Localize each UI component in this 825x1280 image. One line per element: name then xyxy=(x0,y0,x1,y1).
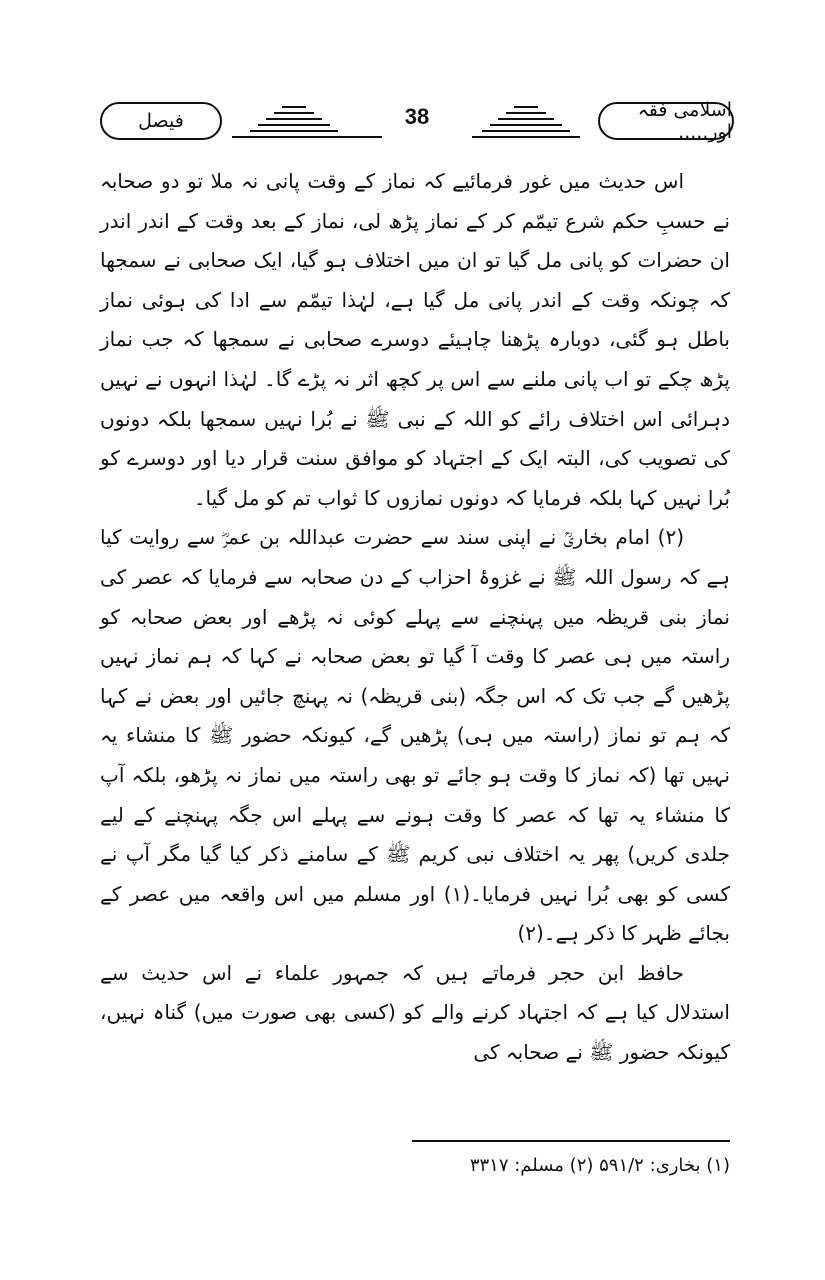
section-label: فیصل xyxy=(138,110,184,132)
paragraph-3: حافظ ابن حجر فرماتے ہیں کہ جمہور علماء نے اس حدیث سے استدلال کیا ہے کہ اجتہاد کرنے والے کو (کسی بھی صورت میں) گناہ نہیں، کیونکہ حضور ﷺ نے صحابہ کی xyxy=(100,960,730,1065)
header-ornament-right xyxy=(472,104,580,144)
page-body xyxy=(100,162,730,1073)
footnote: (۱) بخاری: ۵۹۱/۲ (۲) مسلم: ۳۳۱۷ xyxy=(469,1155,730,1176)
book-title-badge xyxy=(598,99,734,143)
footnote-divider xyxy=(412,1140,730,1142)
paragraph-2: (۲) امام بخاریؒ نے اپنی سند سے حضرت عبداللہ بن عمرؓ سے روایت کیا ہے کہ رسول اللہ ﷺ نے غزوۂ احزاب کے دن صحابہ سے فرمایا کہ عصر کی نماز بنی قریظہ میں پہنچنے سے پہلے کوئی نہ پڑھے اور بعض صحابہ کو راستہ میں ہی عصر کا وقت آ گیا تو بعض صحابہ نے کہا کہ ہم نماز نہیں پڑھیں گے جب تک کہ اس جگہ (بنی قریظہ) نہ پہنچ جائیں اور بعض نے کہا کہ ہم تو نماز (راستہ میں ہی) پڑھیں گے، کیونکہ حضور ﷺ کا منشاء یہ نہیں تھا (کہ نماز کا وقت ہو جائے تو بھی راستہ میں نماز نہ پڑھو، بلکہ آپ کا منشاء یہ تھا کہ عصر کا وقت ہونے سے پہلے اس جگہ پہنچنے کے لیے جلدی کریں) پھر یہ اختلاف نبی کریم ﷺ کے سامنے ذکر کیا گیا مگر آپ نے کسی کو بھی بُرا نہیں فرمایا۔(۱) اور مسلم میں اس واقعہ میں عصر کے بجائے ظہر کا ذکر ہے۔(۲) xyxy=(100,525,731,946)
page-number: 38 xyxy=(404,104,430,129)
book-title: اسلامی فقہ اور..... xyxy=(637,99,732,143)
page-header xyxy=(0,90,825,170)
section-label-badge xyxy=(100,102,222,140)
header-ornament-left xyxy=(232,104,382,144)
paragraph-1: اس حدیث میں غور فرمائیے کہ نماز کے وقت پانی نہ ملا تو دو صحابہ نے حسبِ حکم شرع تیمّم کر کے نماز پڑھ لی، نماز کے بعد وقت کے اندر اندر ان حضرات کو پانی مل گیا تو ان میں اختلاف ہو گیا، ایک صحابی نے سمجھا کہ چونکہ وقت کے اندر پانی مل گیا ہے، لہٰذا تیمّم سے ادا کی ہوئی نماز باطل ہو گئی، دوبارہ پڑھنا چاہیئے دوسرے صحابی نے سمجھا کہ جب نماز پڑھ چکے تو اب پانی ملنے سے اس پر کچھ اثر نہ پڑے گا۔ لہٰذا انہوں نے نہیں دہرائی اس اختلاف رائے کو اللہ کے نبی ﷺ نے بُرا نہیں سمجھا بلکہ دونوں کی تصویب کی، البتہ ایک کے اجتہاد کو موافق سنت قرار دیا اور دوسرے کو بُرا نہیں کہا بلکہ فرمایا کہ دونوں نمازوں کا ثواب تم کو مل گیا۔ xyxy=(100,169,730,510)
